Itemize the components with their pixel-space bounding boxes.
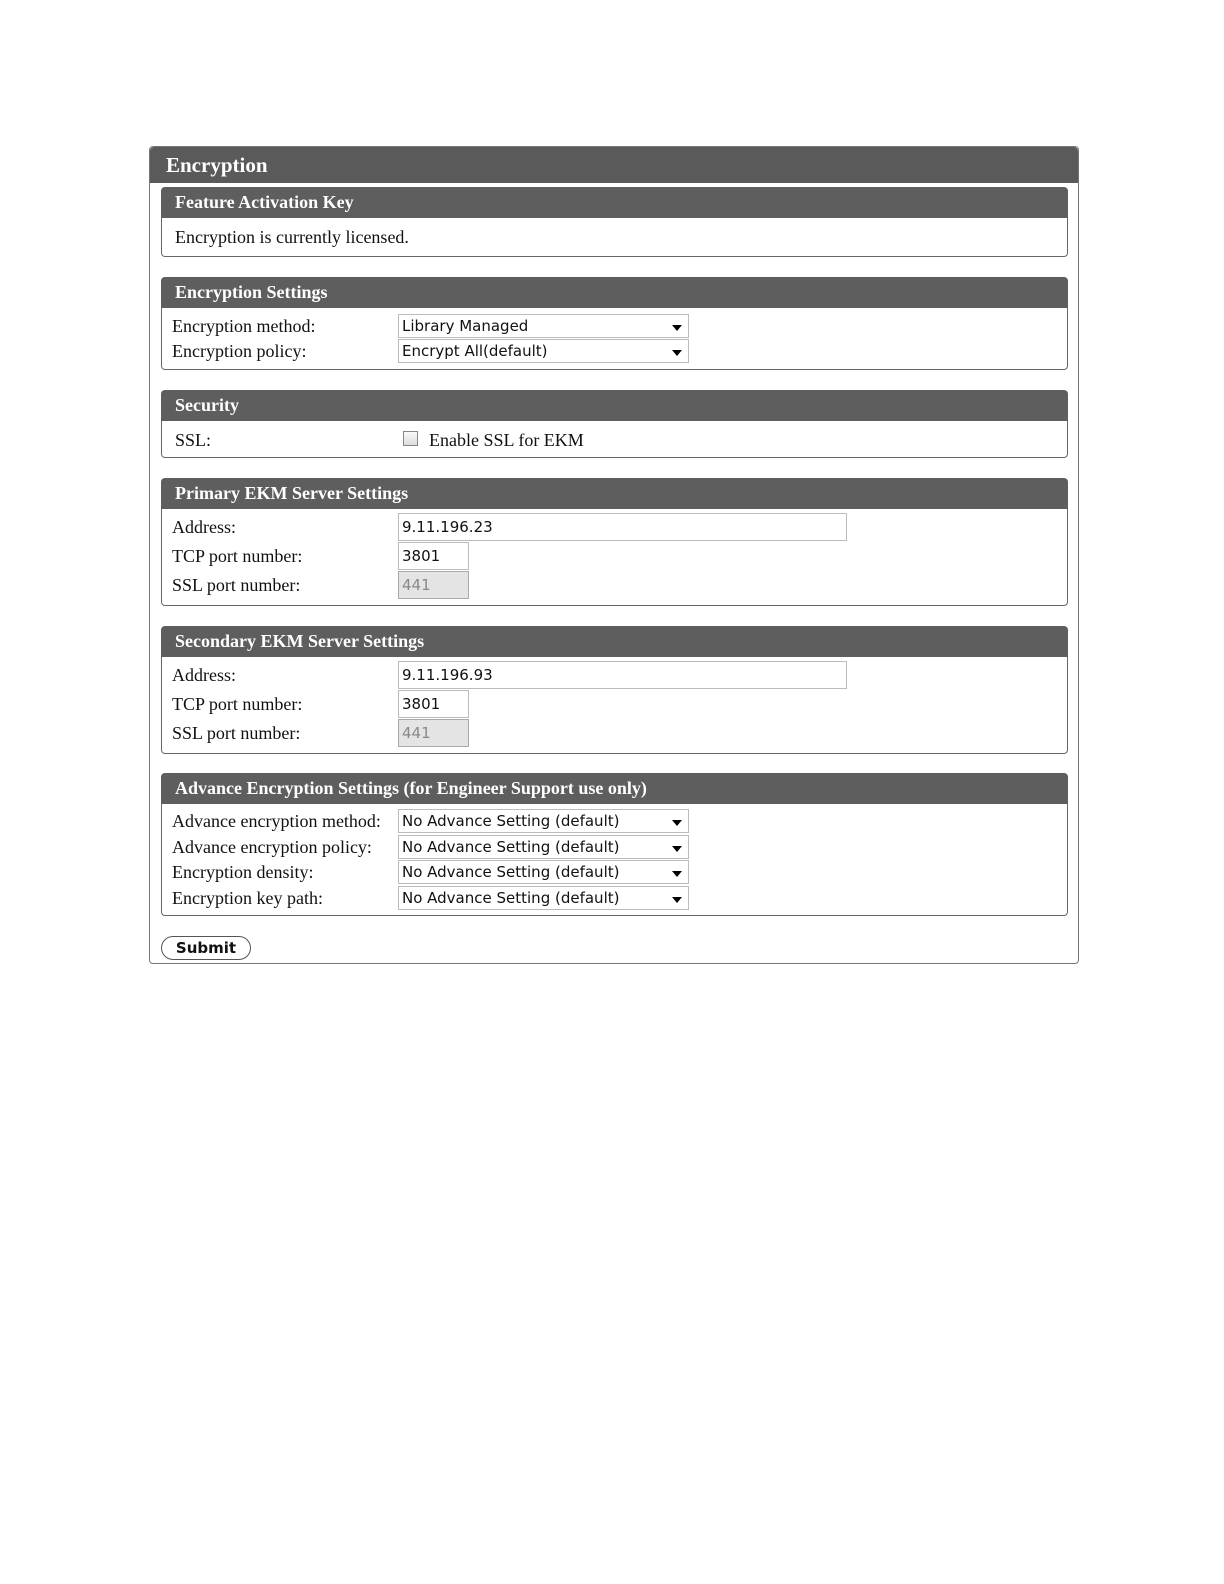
secondary-ssl-row [162,720,1067,746]
encryption-density-label: Encryption density: [172,862,314,882]
encryption-keypath-label: Encryption key path: [172,888,323,908]
advance-method-row [162,808,1067,834]
section-body [161,804,1068,916]
chevron-down-icon[interactable] [672,350,682,356]
section-body [161,421,1068,458]
select-value: Library Managed [402,317,529,335]
primary-address-row [162,514,1067,540]
encryption-method-row [162,313,1067,339]
section-body [161,657,1068,754]
chevron-down-icon[interactable] [672,897,682,903]
secondary-ssl-input: 441 [398,719,469,747]
encryption-settings-section [161,277,1068,370]
chevron-down-icon[interactable] [672,325,682,331]
advance-policy-label: Advance encryption policy: [172,837,372,857]
encryption-policy-select[interactable] [398,339,689,363]
section-header: Encryption Settings [161,277,1068,308]
encryption-policy-row [162,338,1067,364]
primary-ekm-section [161,478,1068,606]
encryption-keypath-select[interactable] [398,886,689,910]
secondary-address-input[interactable]: 9.11.196.93 [398,661,847,689]
secondary-address-row [162,662,1067,688]
ssl-row [162,427,1067,453]
encryption-policy-label: Encryption policy: [172,341,307,361]
secondary-tcp-input[interactable]: 3801 [398,690,469,718]
encryption-panel [149,146,1079,964]
secondary-tcp-row [162,691,1067,717]
primary-ssl-row [162,572,1067,598]
secondary-address-label: Address: [172,665,236,685]
advance-method-label: Advance encryption method: [172,811,381,831]
secondary-tcp-label: TCP port number: [172,694,303,714]
panel-title: Encryption [150,147,1078,183]
section-header: Secondary EKM Server Settings [161,626,1068,657]
chevron-down-icon[interactable] [672,820,682,826]
primary-ssl-input: 441 [398,571,469,599]
advance-method-select[interactable] [398,809,689,833]
enable-ssl-checkbox[interactable] [403,431,418,446]
secondary-ssl-label: SSL port number: [172,723,301,743]
primary-address-input[interactable]: 9.11.196.23 [398,513,847,541]
select-value: No Advance Setting (default) [402,812,620,830]
encryption-density-select[interactable] [398,860,689,884]
encryption-method-select[interactable] [398,314,689,338]
secondary-ekm-section [161,626,1068,754]
license-status-text: Encryption is currently licensed. [175,227,409,247]
section-header: Feature Activation Key [161,187,1068,218]
ssl-label: SSL: [175,430,212,450]
submit-button[interactable]: Submit [161,936,251,960]
advance-policy-row [162,834,1067,860]
section-header: Primary EKM Server Settings [161,478,1068,509]
security-section [161,390,1068,458]
select-value: No Advance Setting (default) [402,863,620,881]
license-status-row [162,224,1067,250]
advance-encryption-section [161,773,1068,916]
encryption-density-row [162,859,1067,885]
section-header: Advance Encryption Settings (for Engineer Support use only) [161,773,1068,804]
chevron-down-icon[interactable] [672,871,682,877]
encryption-method-label: Encryption method: [172,316,316,336]
select-value: No Advance Setting (default) [402,838,620,856]
primary-tcp-input[interactable]: 3801 [398,542,469,570]
section-header: Security [161,390,1068,421]
select-value: Encrypt All(default) [402,342,548,360]
encryption-keypath-row [162,885,1067,911]
advance-policy-select[interactable] [398,835,689,859]
enable-ssl-label[interactable]: Enable SSL for EKM [429,430,584,450]
section-body [161,308,1068,370]
primary-tcp-row [162,543,1067,569]
select-value: No Advance Setting (default) [402,889,620,907]
primary-tcp-label: TCP port number: [172,546,303,566]
section-body [161,218,1068,257]
primary-ssl-label: SSL port number: [172,575,301,595]
feature-activation-key-section [161,187,1068,257]
chevron-down-icon[interactable] [672,846,682,852]
primary-address-label: Address: [172,517,236,537]
section-body [161,509,1068,606]
